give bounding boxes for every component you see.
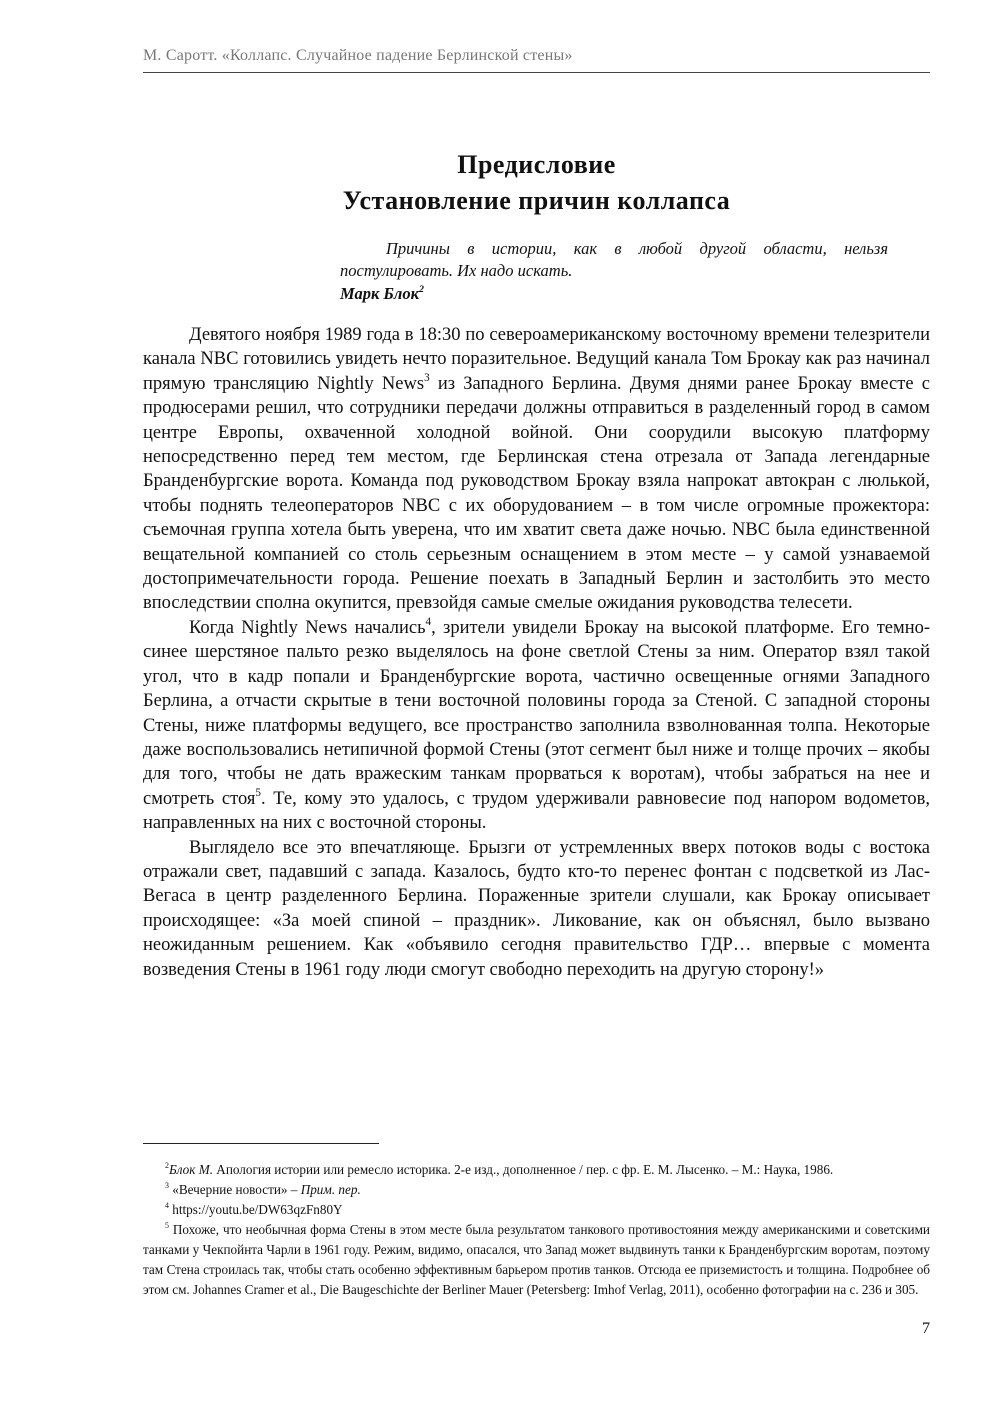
footnote-ref-5: 5 [255, 787, 261, 800]
chapter-title: Предисловие [457, 150, 616, 179]
footnote-2-author: Блок М. [168, 1162, 213, 1177]
paragraph-1 [143, 323, 930, 616]
footnote-ref-2: 2 [419, 284, 424, 296]
footnote-ref-4: 4 [425, 616, 432, 629]
footnote-2 [143, 1160, 930, 1180]
footnote-3-text: «Вечерние новости» – [168, 1182, 301, 1197]
footnote-3-number: 3 [165, 1181, 169, 1191]
footnote-4-number: 4 [165, 1201, 169, 1211]
epigraph [340, 238, 888, 305]
paragraph-2-part-a: Когда Nightly News начались [189, 617, 426, 638]
body-text [143, 323, 930, 982]
epigraph-text: Причины в истории, как в любой другой области, нельзя постулировать. Их надо искать. [340, 239, 888, 280]
paragraph-2-part-b: , зрители увидели Брокау на высокой платформе. Его темно-синее шерстяное пальто резко выделялось на фоне светлой Стены за ним. Оператор взял такой угол, что в кадр попали и Бранденбургские ворота, частично освещенные огнями Западного Берлина, а отчасти скрытые в тени восточной половины города за Стеной. С западной стороны Стены, ниже платформы ведущего, все пространство заполнила взволнованная толпа. Некоторые даже воспользовались нетипичной формой Стены (этот сегмент был ниже и толще прочих – якобы для того, чтобы не дать вражеским танкам прорваться к воротам), чтобы забраться на нее и смотреть стоя [143, 617, 931, 809]
running-head: М. Саротт. «Коллапс. Случайное падение Берлинской стены» [143, 47, 573, 64]
footnote-3-note: Прим. пер. [300, 1182, 361, 1197]
footnote-rule [143, 1143, 379, 1144]
epigraph-author [340, 283, 888, 305]
footnote-4-link[interactable]: https://youtu.be/DW63qzFn80Y [168, 1202, 343, 1217]
footnote-3 [143, 1180, 930, 1200]
footnote-ref-3: 3 [424, 372, 430, 385]
paragraph-1-part-a: Девятого ноября 1989 года в 18:30 по североамериканскому восточному времени телезрители канала NBC готовились увидеть нечто поразительное. Ведущий канала Том Брокау как раз начинал прямую трансляцию Nightly News [143, 325, 930, 394]
chapter-subtitle: Установление причин коллапса [342, 186, 731, 215]
page-number: 7 [922, 1320, 930, 1337]
paragraph-2 [143, 616, 930, 836]
footnote-2-number: 2 [165, 1161, 169, 1171]
footnote-4 [143, 1200, 930, 1220]
footnote-5-text: Похоже, что необычная форма Стены в этом месте была результатом танкового противостояния между американскими и советскими танками у Чекпойнта Чарли в 1961 году. Режим, видимо, опасался, что Запад может выдвинуть танки к Бранденбургским воротам, поэтому там Стена строилась так, чтобы стать особенно эффективным барьером против танков. Отсюда ее приземистость и толщина. Подробнее об этом см. Johannes Cramer et al., Die Baugeschichte der Berliner Mauer (Petersberg: Imhof Verlag, 2011), особенно фотографии на с. 236 и 305. [143, 1222, 930, 1297]
paragraph-2-part-c: . Те, кому это удалось, с трудом удерживали равновесие под напором водометов, направленных на них с восточной стороны. [143, 788, 930, 834]
footnotes [143, 1160, 930, 1300]
epigraph-author-name: Марк Блок [340, 284, 419, 303]
paragraph-3: Выглядело все это впечатляюще. Брызги от устремленных вверх потоков воды с востока отражали свет, падавший с запада. Казалось, будто кто-то перенес фонтан с подсветкой из Лас-Вегаса в центр разделенного Берлина. Пораженные зрители слушали, как Брокау описывает происходящее: «За моей спиной – праздник». Ликование, как он объяснял, было вызвано неожиданным решением. Как «объявило сегодня правительство ГДР… впервые с момента возведения Стены в 1961 году люди смогут свободно переходить на другую сторону!» [143, 837, 930, 980]
footnote-2-text: Апология истории или ремесло историка. 2-е изд., дополненное / пер. с фр. Е. М. Лысенко. – М.: Наука, 1986. [213, 1162, 834, 1177]
header-rule [143, 72, 930, 73]
footnote-5-number: 5 [165, 1221, 169, 1231]
paragraph-1-part-b: из Западного Берлина. Двумя днями ранее Брокау вместе с продюсерами решил, что сотрудники передачи должны отправиться в разделенный город в самом центре Европы, охваченной холодной войной. Они соорудили высокую платформу непосредственно перед тем местом, где Берлинская стена отрезала от Запада легендарные Бранденбургские ворота. Команда под руководством Брокау взяла напрокат автокран с люлькой, чтобы поднять телеоператоров NBC с их оборудованием – в том числе огромные прожектора: съемочная группа хотела быть уверена, что им хватит света даже ночью. NBC была единственной вещательной компанией со столь серьезным оснащением в этом месте – у самой узнаваемой достопримечательности города. Решение поехать в Западный Берлин и застолбить это место впоследствии сполна окупится, превзойдя самые смелые ожидания руководства телесети. [143, 373, 930, 614]
footnote-5 [143, 1220, 930, 1300]
